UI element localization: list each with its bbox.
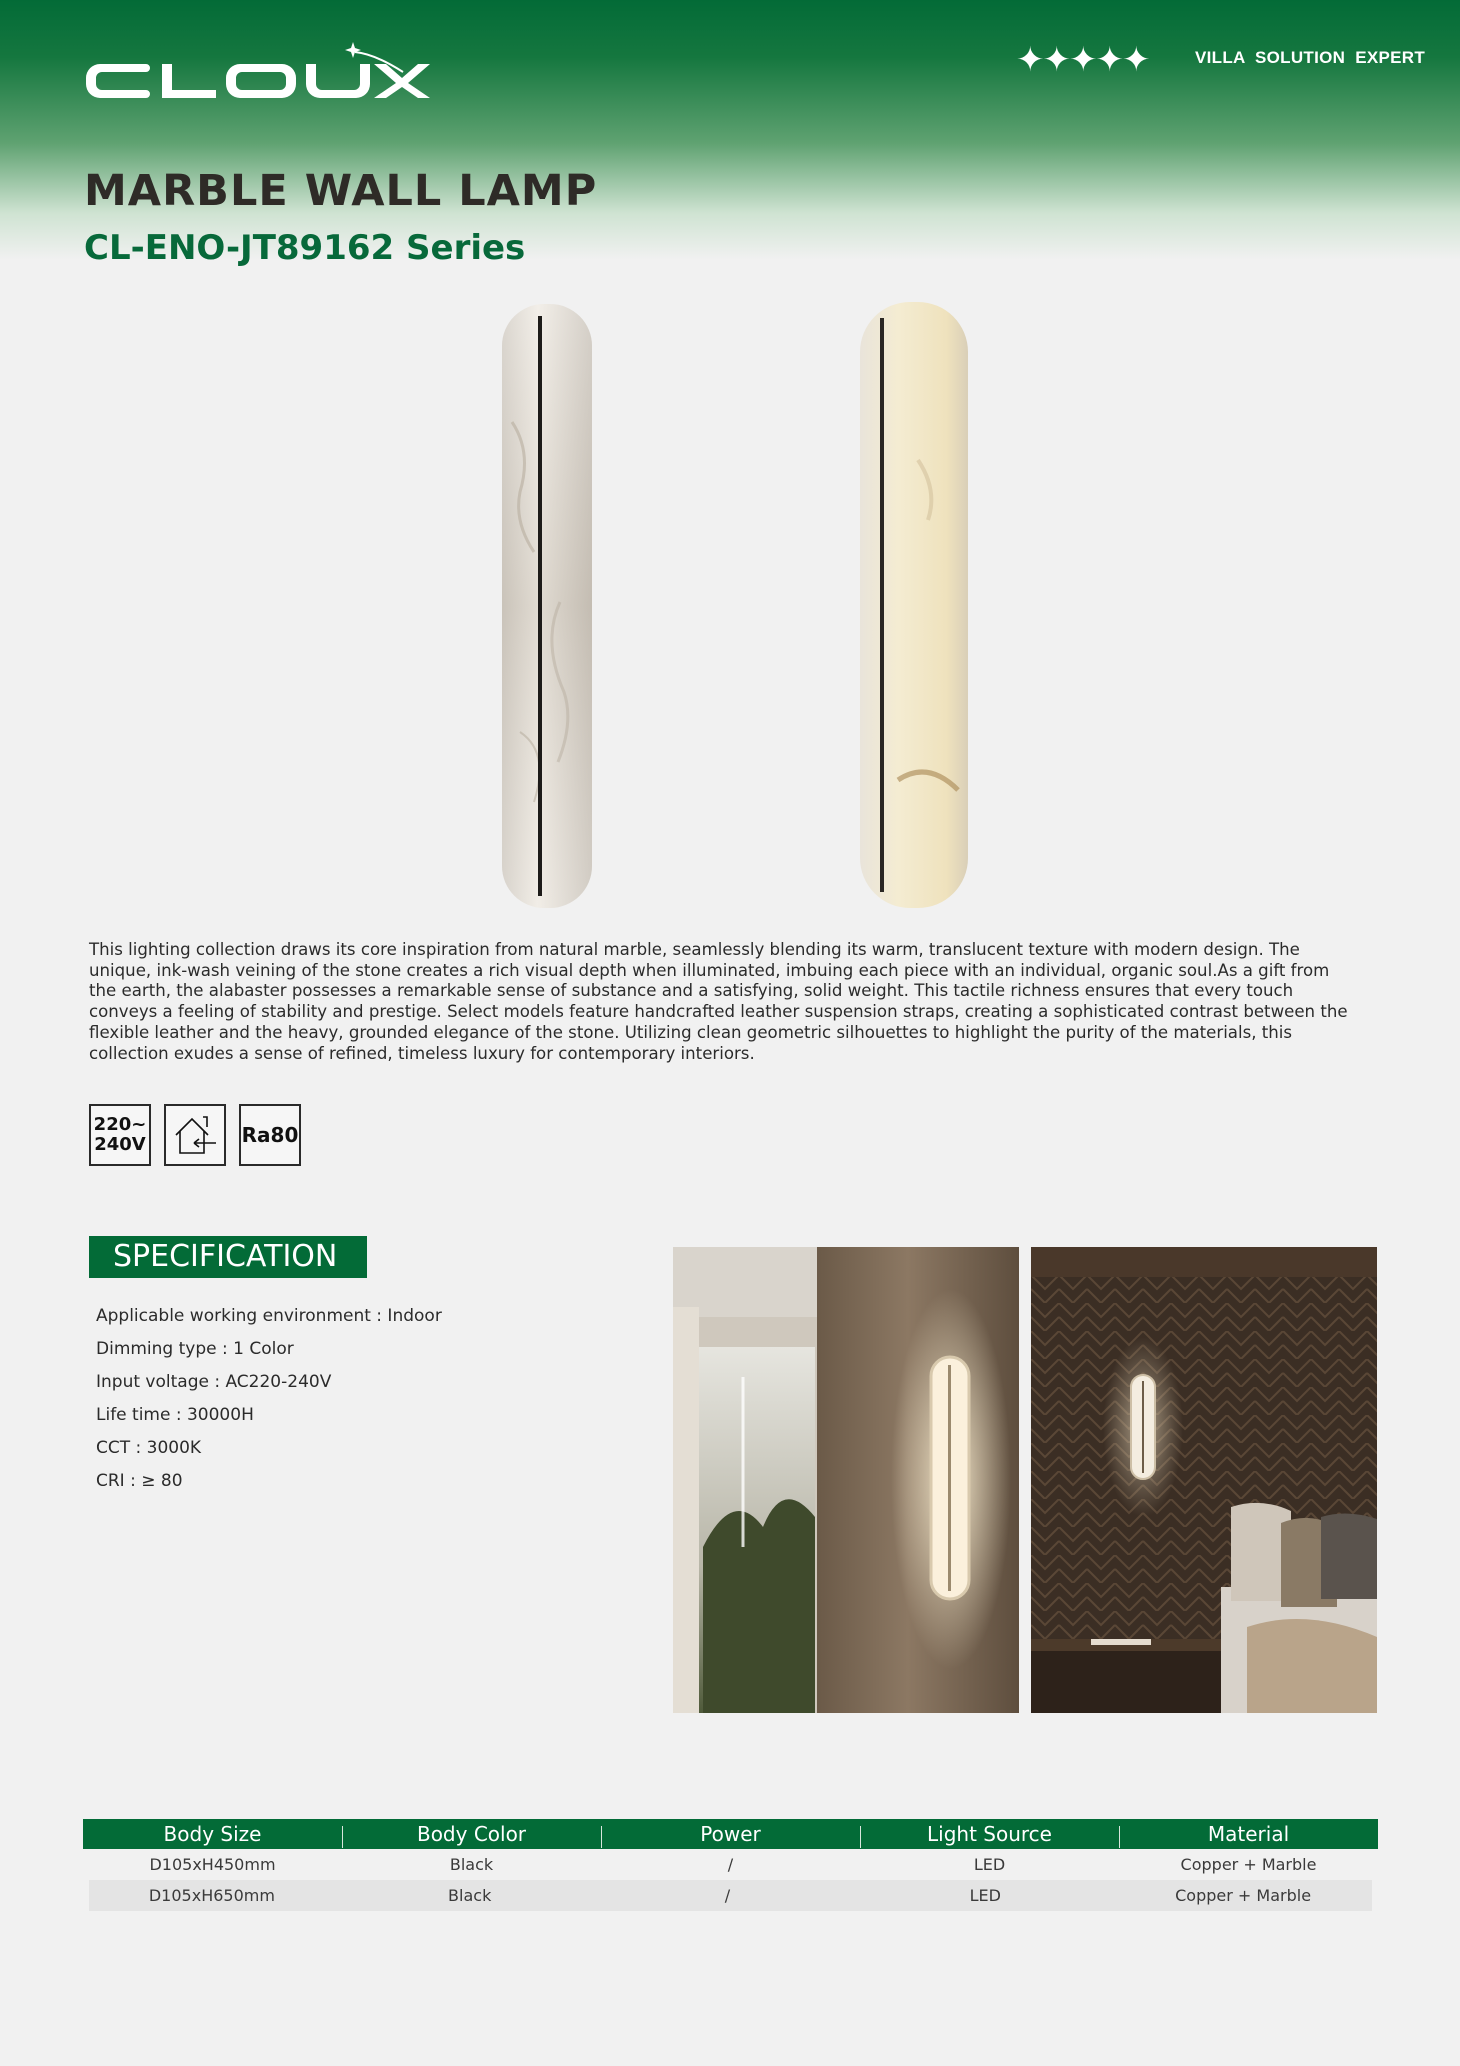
spec-item: Life time : 30000H	[96, 1405, 254, 1425]
table-cell: /	[724, 1886, 731, 1905]
header-material: Material	[1119, 1822, 1378, 1846]
product-variants-table	[83, 1819, 1378, 1911]
spec-item: Applicable working environment : Indoor	[96, 1306, 442, 1326]
header-gradient	[0, 0, 1460, 260]
table-row	[89, 1880, 1372, 1911]
voltage-badge	[89, 1104, 151, 1166]
table-cell: Black	[448, 1886, 492, 1905]
product-description: This lighting collection draws its core inspiration from natural marble, seamlessly blending its warm, translucent texture with modern design. The unique, ink-wash veining of the stone creates a rich visual depth when illuminated, imbuing each piece with an individual, organic soul.As a gift from the earth, the alabaster possesses a remarkable sense of substance and a satisfying, solid weight. This tactile richness ensures that every touch conveys a feeling of stability and prestige. Select models feature handcrafted leather suspension straps, creating a sophisticated contrast between the flexible leather and the heavy, grounded elegance of the stone. Utilizing clean geometric silhouettes to highlight the purity of the materials, this collection exudes a sense of refined, timeless luxury for contemporary interiors.	[89, 940, 1348, 1063]
spec-item: CRI : ≥ 80	[96, 1471, 183, 1491]
table-cell: Copper + Marble	[1175, 1886, 1312, 1905]
table-cell: LED	[973, 1855, 1006, 1874]
spec-item: Input voltage : AC220-240V	[96, 1372, 332, 1392]
cri-badge: Ra80	[239, 1104, 301, 1166]
header-body-color: Body Color	[342, 1822, 601, 1846]
lamp-product-image-lit	[858, 300, 970, 910]
table-cell: LED	[969, 1886, 1001, 1905]
indoor-house-icon	[170, 1113, 220, 1157]
voltage-badge-line1: 220~	[93, 1114, 147, 1135]
cloux-logo	[84, 40, 434, 110]
page-title: MARBLE WALL LAMP	[84, 166, 598, 216]
brand-tagline: VILLA SOLUTION EXPERT	[1195, 48, 1426, 67]
table-cell: Copper + Marble	[1180, 1855, 1317, 1874]
rating-stars: ✦✦✦✦✦	[1016, 41, 1149, 79]
table-cell: /	[727, 1855, 734, 1874]
header-body-size: Body Size	[163, 1822, 262, 1846]
table-cell: D105xH450mm	[149, 1855, 276, 1874]
table-cell: Black	[449, 1855, 494, 1874]
lamp-product-image-side	[500, 302, 594, 910]
specification-list	[96, 1300, 442, 1498]
table-cell: D105xH650mm	[148, 1886, 275, 1905]
header-light-source: Light Source	[860, 1822, 1119, 1846]
specification-heading: SPECIFICATION	[89, 1236, 367, 1278]
header-power: Power	[601, 1822, 860, 1846]
spec-item: CCT : 3000K	[96, 1438, 202, 1458]
table-header-row	[83, 1819, 1378, 1849]
scene-photo-outdoor	[673, 1247, 1019, 1713]
scene-photo-bedroom	[1031, 1247, 1377, 1713]
product-series: CL-ENO-JT89162 Series	[84, 228, 526, 268]
indoor-badge	[164, 1104, 226, 1166]
voltage-badge-line2: 240V	[94, 1134, 146, 1155]
spec-item: Dimming type : 1 Color	[96, 1339, 294, 1359]
table-row	[83, 1849, 1378, 1880]
